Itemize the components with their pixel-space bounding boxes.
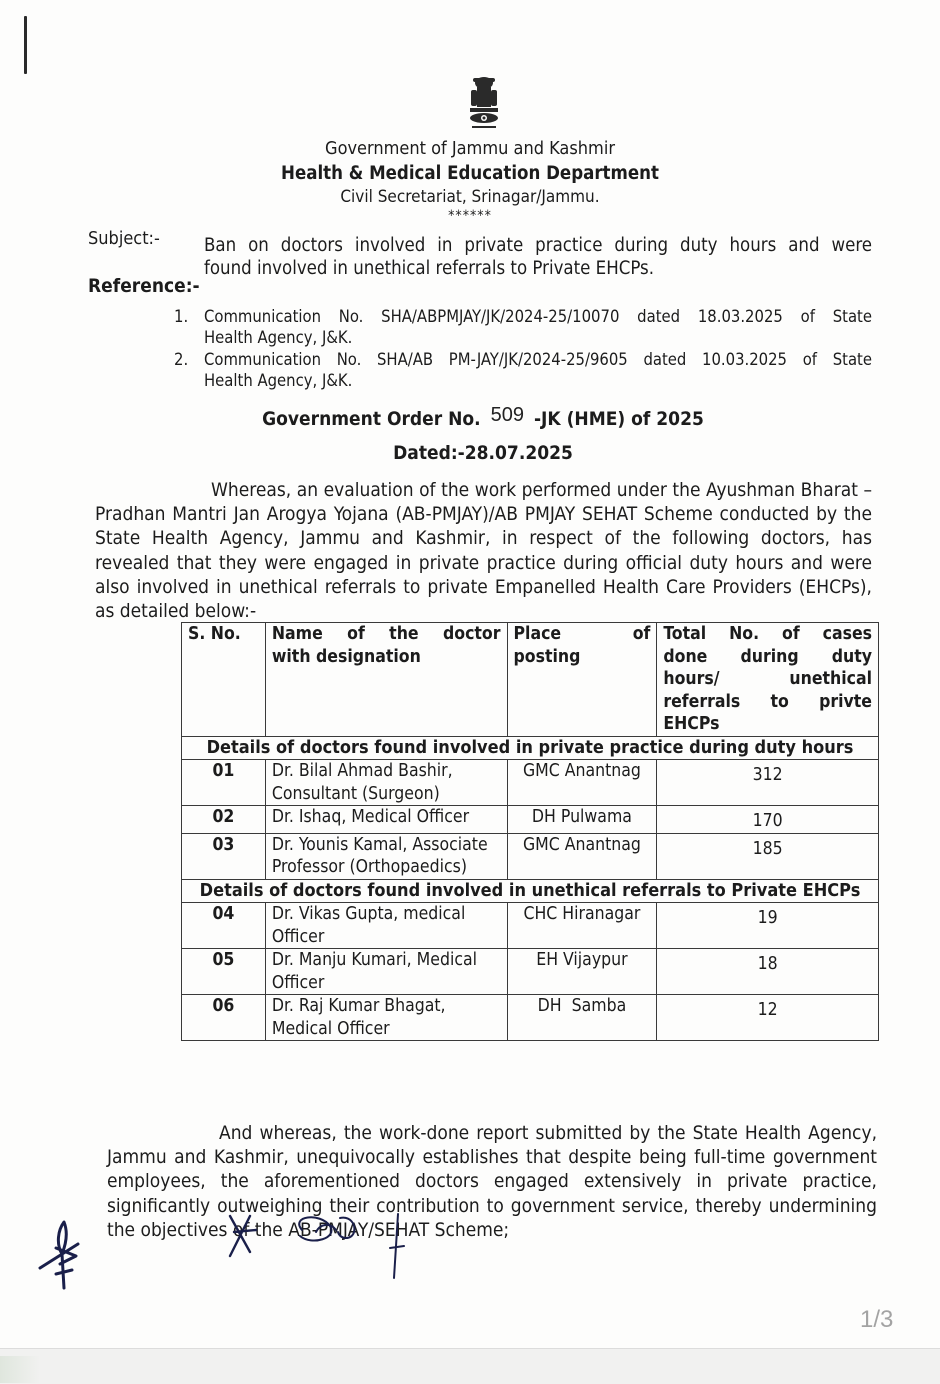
- subject-label: Subject:-: [88, 228, 160, 249]
- table-row: 02 Dr. Ishaq, Medical Officer DH Pulwama 170: [182, 806, 879, 834]
- government-name: Government of Jammu and Kashmir: [325, 138, 615, 159]
- signature-initials-center-icon: [220, 1212, 410, 1282]
- margin-mark: [24, 16, 27, 74]
- subject-text: [204, 234, 872, 280]
- order-title: Government Order No. 509 -JK (HME) of 2025: [262, 404, 704, 430]
- table-row: 04 Dr. Vikas Gupta, medical Officer CHC Hiranagar 19: [182, 903, 879, 949]
- paragraph-whereas: Whereas, an evaluation of the work performed under the Ayushman Bharat – Pradhan Mantri Jan Arogya Yojana (AB-PMJAY)/AB PMJAY SEHAT Scheme conducted by the State Health Agency, Jammu and Kashmir, in respect of the following doctors, has revealed that they were engaged in private practice during official duty hours and were also involved in unethical referrals to private Empanelled Health Care Providers (EHCPs), as detailed below:-: [95, 479, 872, 623]
- subject-line-2: found involved in unethical referrals to Private EHCPs.: [204, 258, 655, 279]
- viewer-bottom-bar: [0, 1348, 940, 1384]
- department-name: Health & Medical Education Department: [281, 163, 659, 184]
- doctors-table: [181, 622, 879, 1041]
- signature-initials-left-icon: [34, 1218, 90, 1290]
- secretariat-address: Civil Secretariat, Srinagar/Jammu.: [340, 187, 600, 207]
- header-name: Name of the doctor with designation: [265, 623, 507, 737]
- header-total-cases: Total No. of cases done during duty hours/ unethical referrals to privte EHCPs: [657, 623, 879, 737]
- page-indicator: 1/3: [860, 1306, 894, 1333]
- reference-label: Reference:-: [88, 275, 200, 297]
- table-row: 05 Dr. Manju Kumari, Medical Officer EH Vijaypur 18: [182, 949, 879, 995]
- section-row-unethical-referrals: Details of doctors found involved in unethical referrals to Private EHCPs: [182, 879, 879, 903]
- table-row: 06 Dr. Raj Kumar Bhagat, Medical Officer DH Samba 12: [182, 995, 879, 1041]
- reference-list: [174, 306, 872, 392]
- subject-line-1: Ban on doctors involved in private practice during duty hours and were: [204, 235, 872, 256]
- header-sno: S. No.: [182, 623, 266, 737]
- paragraph-and-whereas: And whereas, the work-done report submitted by the State Health Agency, Jammu and Kashmir, unequivocally establishes that despite being full-time government employees, the aforementioned doctors engaged extensively in private practice, significantly outweighing their contribution to government service, thereby undermining the objectives of the AB-PMJAY/SEHAT Scheme;: [107, 1122, 877, 1241]
- section-row-private-practice: Details of doctors found involved in private practice during duty hours: [182, 736, 879, 760]
- table-header-row: [182, 623, 879, 737]
- order-number-handwritten: 509: [490, 404, 524, 426]
- table-row: 01 Dr. Bilal Ahmad Bashir, Consultant (Surgeon) GMC Anantnag 312: [182, 760, 879, 806]
- order-date: Dated:-28.07.2025: [393, 442, 573, 464]
- next-page-edge: [0, 1356, 40, 1383]
- national-emblem-icon: [458, 74, 510, 136]
- header-separator: ******: [448, 208, 492, 224]
- table-row: 03 Dr. Younis Kamal, Associate Professor (Orthopaedics) GMC Anantnag 185: [182, 833, 879, 879]
- reference-item: 2. Communication No. SHA/AB PM-JAY/JK/2024-25/9605 dated 10.03.2025 of State Health Agency, J&K.: [174, 350, 872, 390]
- reference-item: 1. Communication No. SHA/ABPMJAY/JK/2024-25/10070 dated 18.03.2025 of State Health Agency, J&K.: [174, 307, 872, 347]
- header-place: Place of posting: [507, 623, 657, 737]
